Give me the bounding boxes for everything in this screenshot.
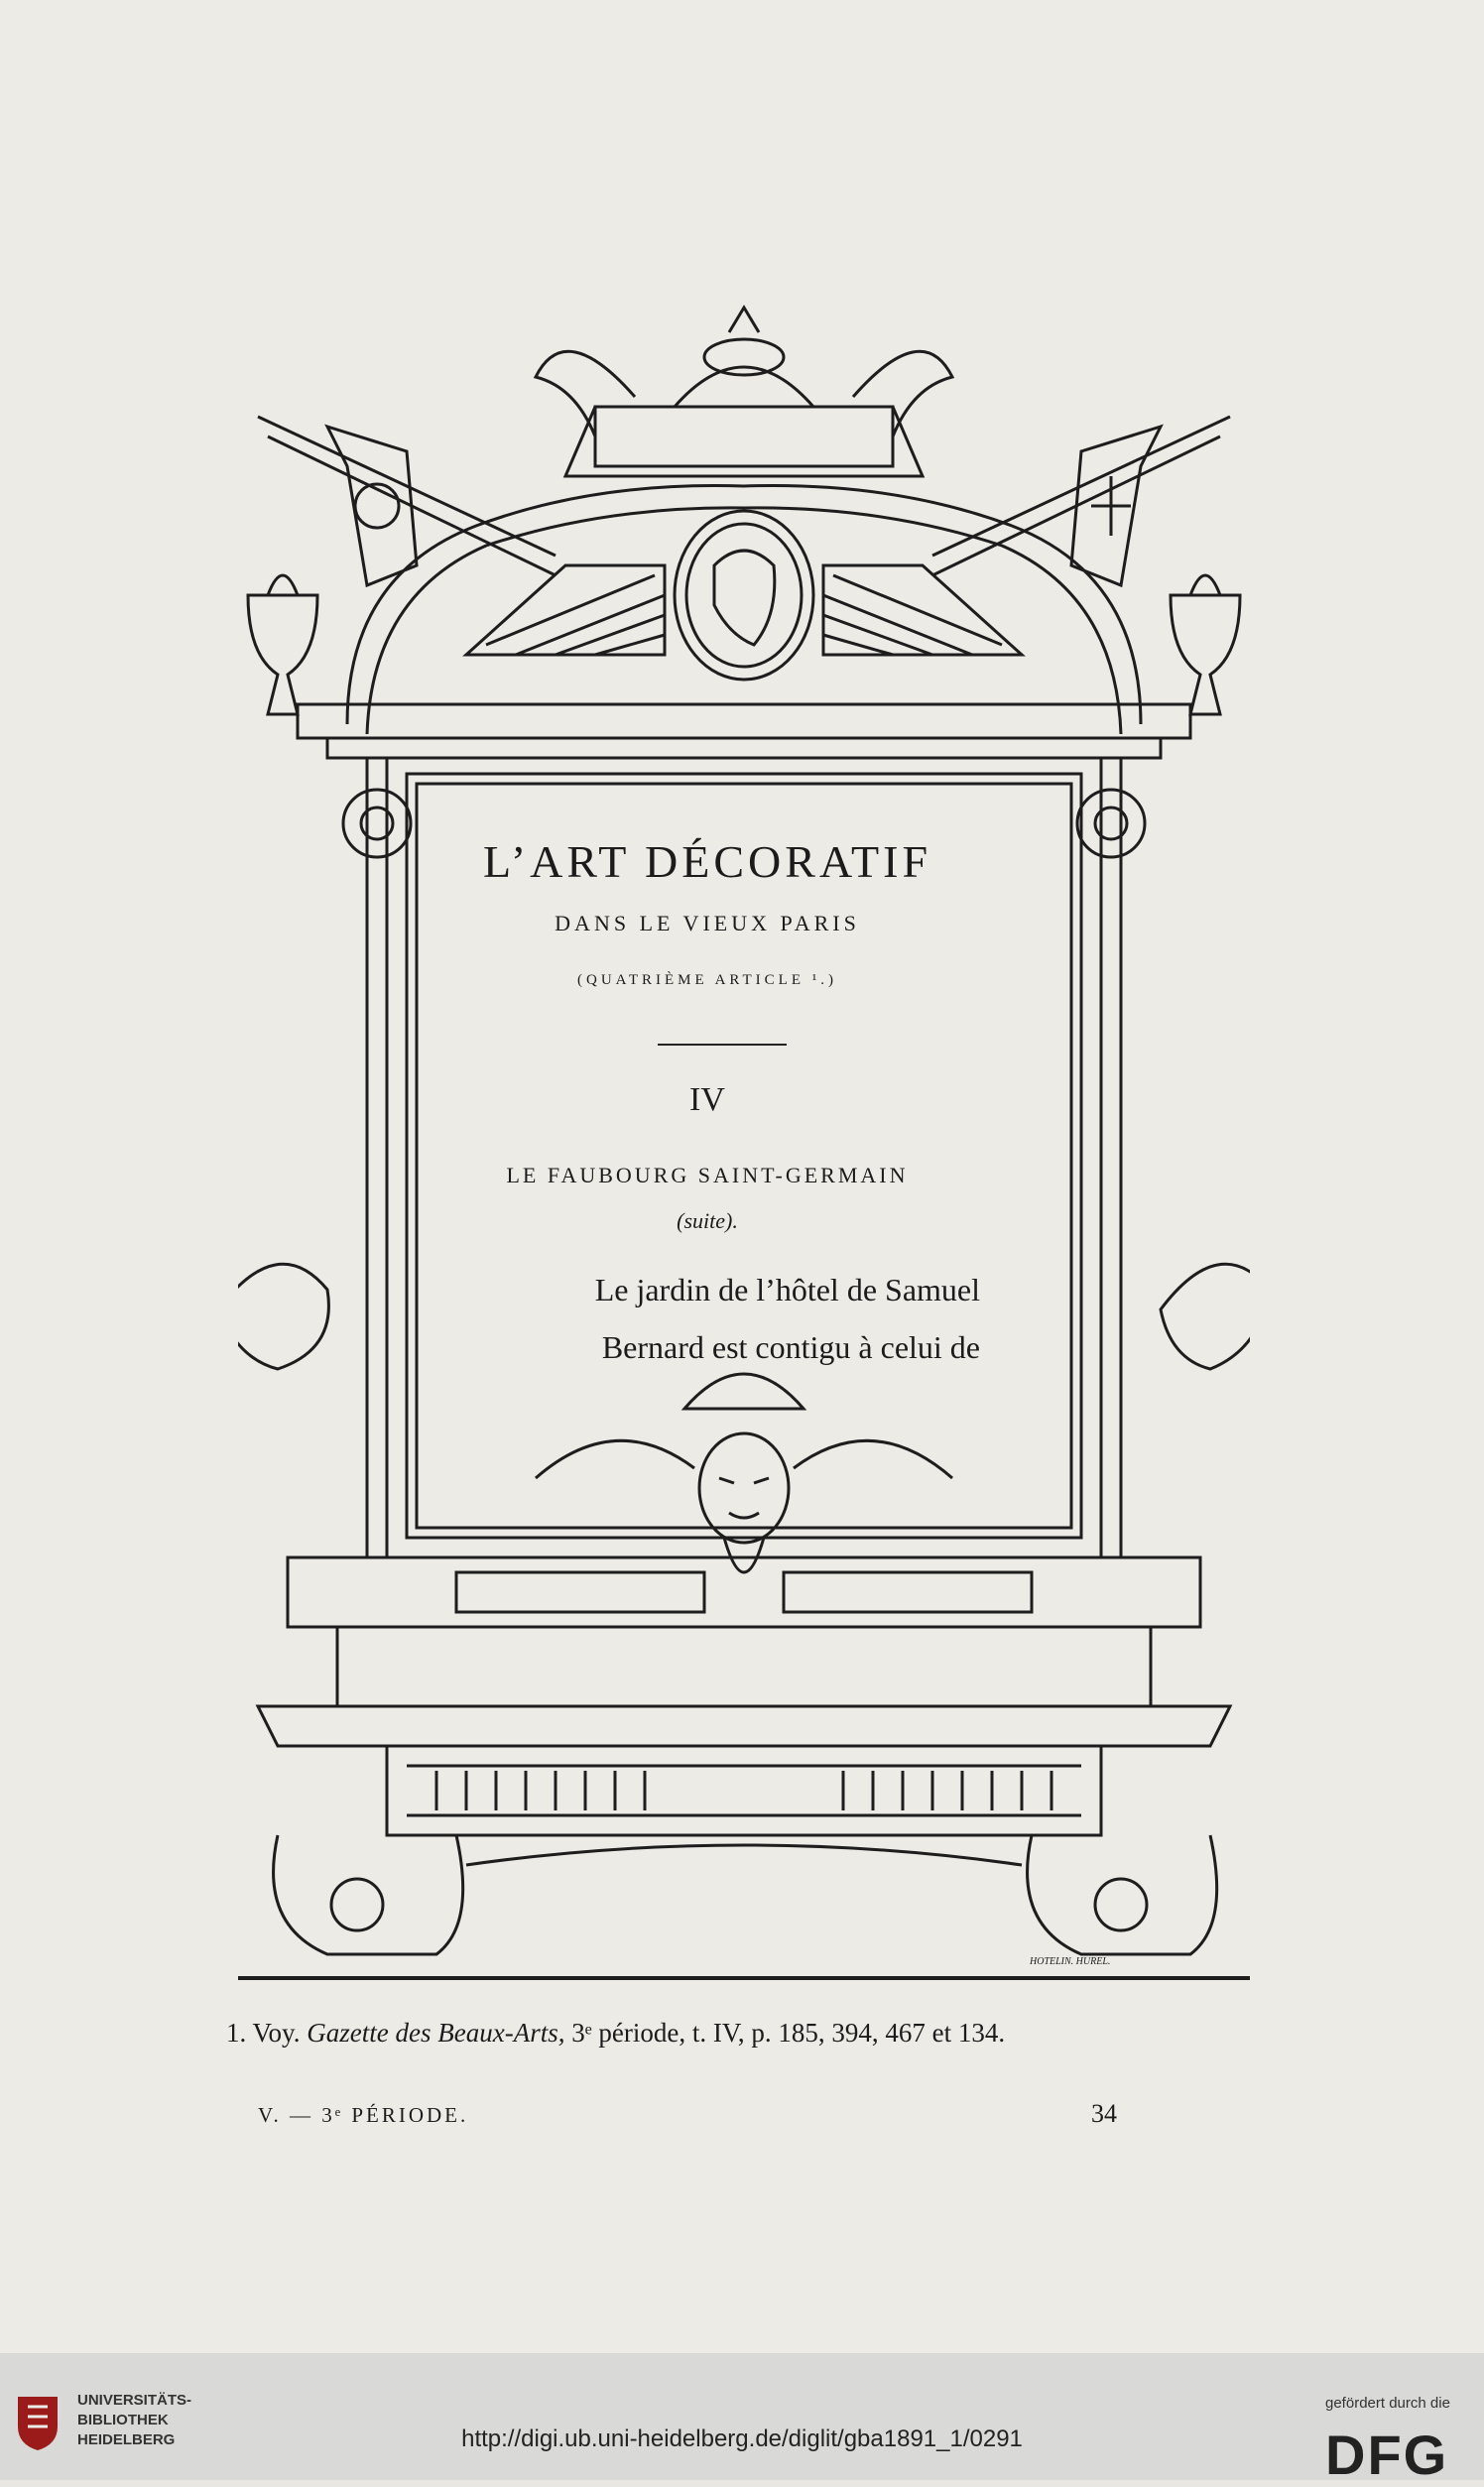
footnote-journal: Gazette des Beaux-Arts, — [307, 2018, 565, 2048]
footnote-number: 1. — [226, 2018, 247, 2048]
body-text-line-2: Bernard est contigu à celui de — [601, 1329, 980, 1365]
volume-period-label: V. — 3ᵉ PÉRIODE. — [258, 2103, 469, 2127]
article-subtitle: DANS LE VIEUX PARIS — [555, 911, 860, 935]
section-title: LE FAUBOURG SAINT-GERMAIN — [506, 1163, 909, 1187]
divider — [658, 1044, 787, 1046]
viewer-footer-bar — [0, 2353, 1484, 2480]
page-number: 34 — [1091, 2099, 1117, 2128]
footnote-prefix: Voy. — [252, 2018, 301, 2048]
title-panel — [415, 794, 1000, 1528]
dfg-logo: DFG — [1325, 2424, 1449, 2486]
section-suite: (suite). — [677, 1208, 738, 1233]
institution-line-3: HEIDELBERG — [77, 2431, 176, 2448]
section-number: IV — [689, 1081, 725, 1118]
permalink-url[interactable]: http://digi.ub.uni-heidelberg.de/diglit/gba1891_1/0291 — [461, 2425, 1023, 2452]
footnote — [226, 2018, 1278, 2049]
article-note: (QUATRIÈME ARTICLE ¹.) — [577, 972, 837, 988]
body-text-line-1: Le jardin de l’hôtel de Samuel — [594, 1272, 980, 1307]
article-title: L’ART DÉCORATIF — [482, 836, 932, 887]
engraver-credit: HOTELIN. HUREL. — [1030, 1956, 1111, 1967]
institution-line-1: UNIVERSITÄTS- — [77, 2392, 192, 2409]
funded-by-label: gefördert durch die — [1325, 2395, 1450, 2412]
institution-line-2: BIBLIOTHEK — [77, 2412, 169, 2428]
footnote-reference: 3ᵉ période, t. IV, p. 185, 394, 467 et 134. — [571, 2018, 1006, 2048]
